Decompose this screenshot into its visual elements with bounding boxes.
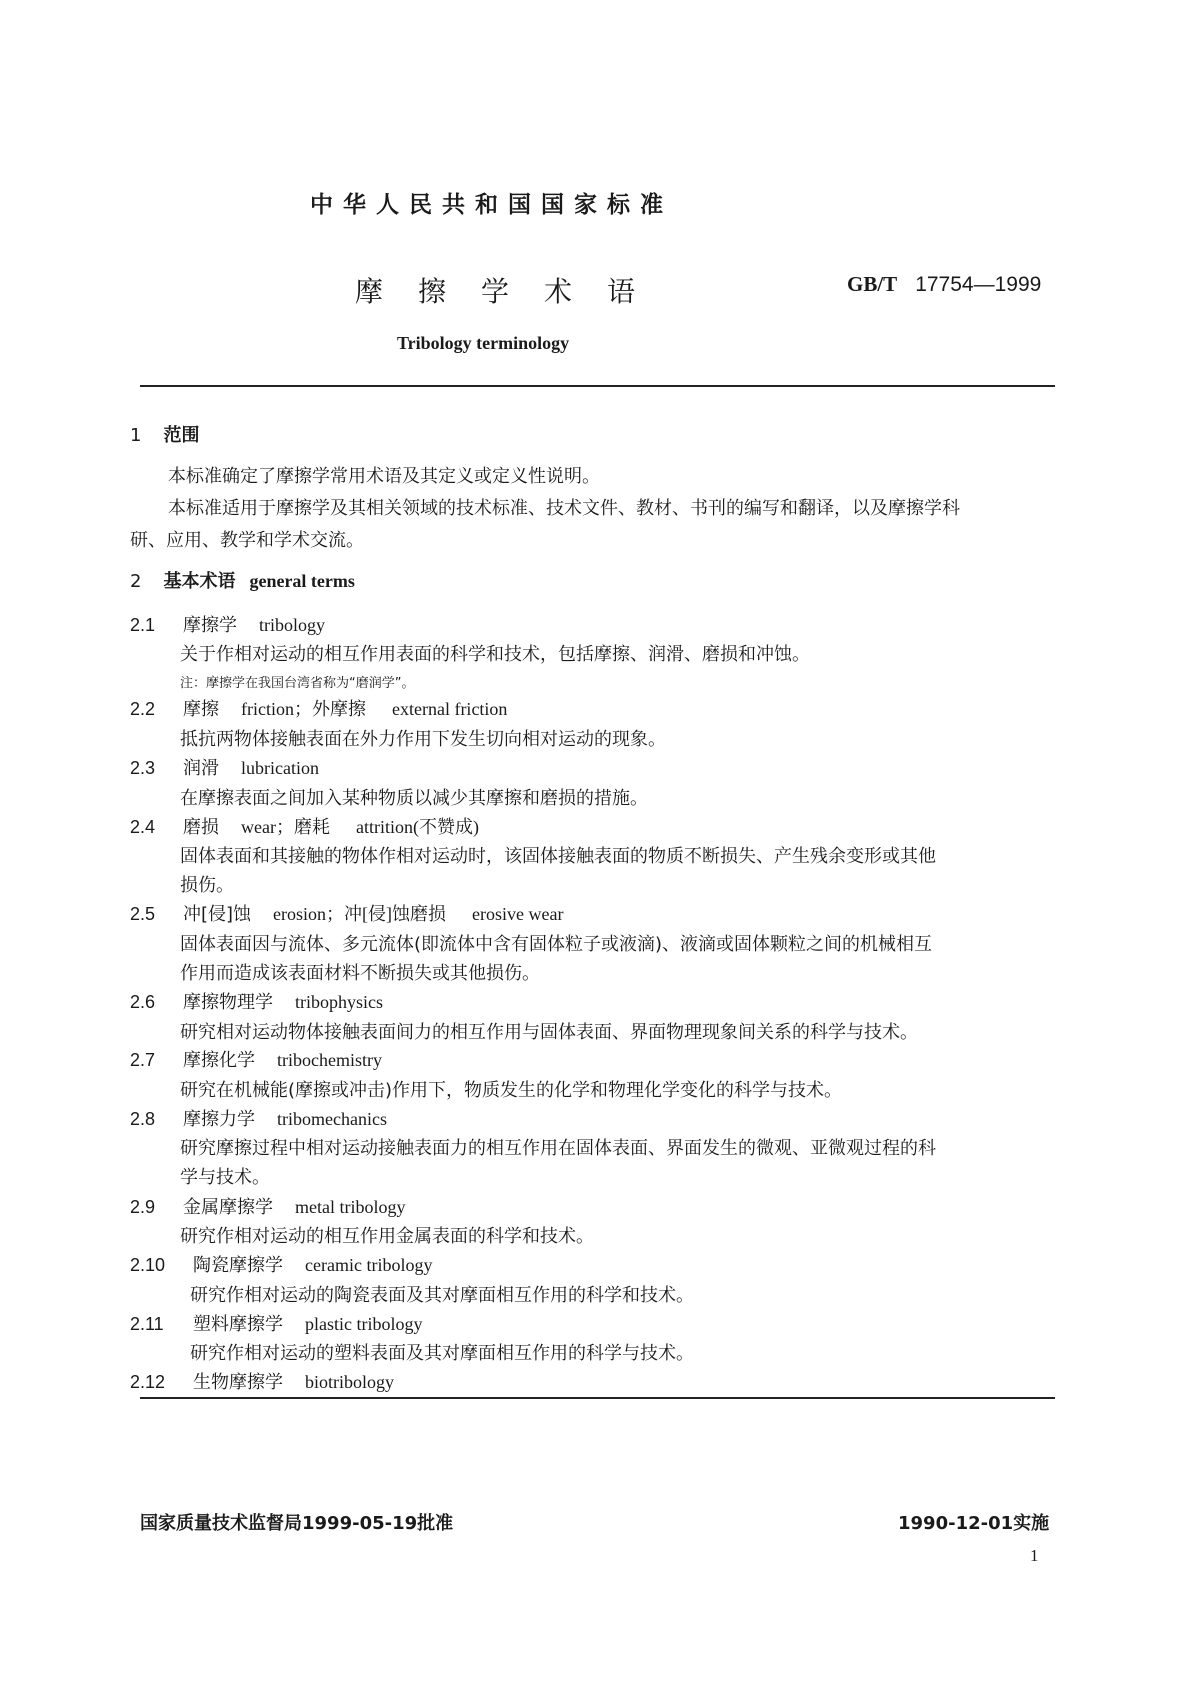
effective-date: 1990-12-01实施 [898, 1513, 1050, 1534]
term-heading [130, 813, 483, 839]
section-2-number: 2 [130, 571, 142, 592]
term-cn: 陶瓷摩擦学 [193, 1255, 283, 1276]
term-number: 2.8 [130, 1109, 156, 1129]
term-definition: 固体表面和其接触的物体作相对运动时，该固体接触表面的物质不断损失、产生残余变形或其他 [180, 846, 936, 867]
term-definition: 抵抗两物体接触表面在外力作用下发生切向相对运动的现象。 [180, 729, 666, 750]
term-en: friction；外摩擦 [241, 699, 366, 719]
term-heading [130, 754, 323, 780]
term-en: tribochemistry [277, 1050, 382, 1070]
term-cn: 冲[侵]蚀 [183, 904, 252, 925]
term-cn: 生物摩擦学 [193, 1372, 283, 1393]
term-cn: 摩擦物理学 [183, 992, 273, 1013]
term-definition: 研究摩擦过程中相对运动接触表面力的相互作用在固体表面、界面发生的微观、亚微观过程的科 [180, 1138, 936, 1159]
term-cn: 摩擦学 [183, 615, 237, 636]
term-definition: 固体表面因与流体、多元流体(即流体中含有固体粒子或液滴)、液滴或固体颗粒之间的机械相互 [180, 934, 933, 955]
approval-line: 国家质量技术监督局1999-05-19批准 [140, 1513, 454, 1534]
term-cn: 摩擦化学 [183, 1050, 255, 1071]
term-cn: 摩擦力学 [183, 1109, 255, 1130]
term-cn: 磨损 [183, 817, 219, 838]
term-heading [130, 900, 567, 926]
term-en: erosion；冲[侵]蚀磨损 [273, 904, 447, 924]
term-number: 2.3 [130, 758, 156, 778]
term-en-alt: erosive wear [472, 904, 564, 924]
term-en: wear；磨耗 [241, 817, 330, 837]
term-en: plastic tribology [305, 1314, 423, 1334]
header-divider [140, 385, 1055, 387]
term-heading [130, 1368, 398, 1394]
scope-paragraph-2-line-1: 本标准适用于摩擦学及其相关领域的技术标准、技术文件、教材、书刊的编写和翻译，以及摩擦学科 [168, 498, 960, 519]
national-standard-heading: 中华人民共和国国家标准 [310, 192, 673, 218]
term-number: 2.11 [130, 1314, 164, 1334]
term-number: 2.10 [130, 1255, 166, 1275]
term-en: ceramic tribology [305, 1255, 433, 1275]
term-number: 2.2 [130, 699, 156, 719]
term-heading [130, 695, 511, 721]
term-definition: 研究作相对运动的陶瓷表面及其对摩面相互作用的科学和技术。 [190, 1285, 694, 1306]
term-definition-cont: 损伤。 [180, 875, 234, 896]
term-number: 2.5 [130, 904, 156, 924]
term-en: biotribology [305, 1372, 394, 1392]
section-1-number: 1 [130, 425, 142, 446]
term-cn: 摩擦 [183, 699, 219, 720]
term-heading [130, 1046, 386, 1072]
scope-paragraph-1: 本标准确定了摩擦学常用术语及其定义或定义性说明。 [168, 466, 600, 487]
term-definition-cont: 学与技术。 [180, 1167, 270, 1188]
term-en: tribology [259, 615, 325, 635]
term-en: tribophysics [295, 992, 383, 1012]
term-definition: 研究相对运动物体接触表面间力的相互作用与固体表面、界面物理现象间关系的科学与技术。 [180, 1022, 918, 1043]
standard-prefix: GB/T [847, 272, 898, 296]
term-number: 2.7 [130, 1050, 156, 1070]
document-title-en: Tribology terminology [397, 333, 570, 353]
term-heading [130, 1193, 409, 1219]
term-definition: 研究作相对运动的塑料表面及其对摩面相互作用的科学与技术。 [190, 1343, 694, 1364]
document-title-cn: 摩擦学术语 [355, 275, 671, 308]
term-cn: 润滑 [183, 758, 219, 779]
term-cn: 塑料摩擦学 [193, 1314, 283, 1335]
term-definition: 在摩擦表面之间加入某种物质以减少其摩擦和磨损的措施。 [180, 788, 648, 809]
section-1-heading [130, 421, 199, 447]
standard-number [847, 272, 1041, 297]
term-en: lubrication [241, 758, 319, 778]
section-2-heading [130, 567, 355, 593]
term-en-alt: external friction [391, 699, 508, 719]
term-heading [130, 1310, 426, 1336]
term-heading [130, 988, 387, 1014]
term-definition: 研究作相对运动的相互作用金属表面的科学和技术。 [180, 1226, 594, 1247]
section-2-title: 基本术语 [163, 571, 236, 592]
term-definition-cont: 作用而造成该表面材料不断损失或其他损伤。 [180, 963, 540, 984]
term-definition: 研究在机械能(摩擦或冲击)作用下，物质发生的化学和物理化学变化的科学与技术。 [180, 1080, 843, 1101]
term-number: 2.9 [130, 1197, 156, 1217]
section-1-title: 范围 [163, 425, 200, 446]
term-en-alt: attrition(不赞成) [355, 817, 479, 837]
term-number: 2.4 [130, 817, 156, 837]
term-cn: 金属摩擦学 [183, 1197, 273, 1218]
term-number: 2.1 [130, 615, 156, 635]
term-heading [130, 1251, 436, 1277]
term-note: 注：摩擦学在我国台湾省称为“磨润学”。 [180, 676, 415, 691]
term-en: metal tribology [295, 1197, 406, 1217]
scope-paragraph-2-line-2: 研、应用、教学和学术交流。 [130, 530, 364, 551]
term-number: 2.6 [130, 992, 156, 1012]
page-number: 1 [1030, 1546, 1039, 1565]
term-heading [130, 1105, 391, 1131]
term-definition: 关于作相对运动的相互作用表面的科学和技术，包括摩擦、润滑、磨损和冲蚀。 [180, 644, 810, 665]
footer-divider [140, 1397, 1055, 1399]
standard-code: 17754—1999 [915, 273, 1042, 296]
term-en: tribomechanics [277, 1109, 387, 1129]
term-heading [130, 611, 329, 637]
section-2-title-en: general terms [249, 571, 355, 591]
term-number: 2.12 [130, 1372, 166, 1392]
